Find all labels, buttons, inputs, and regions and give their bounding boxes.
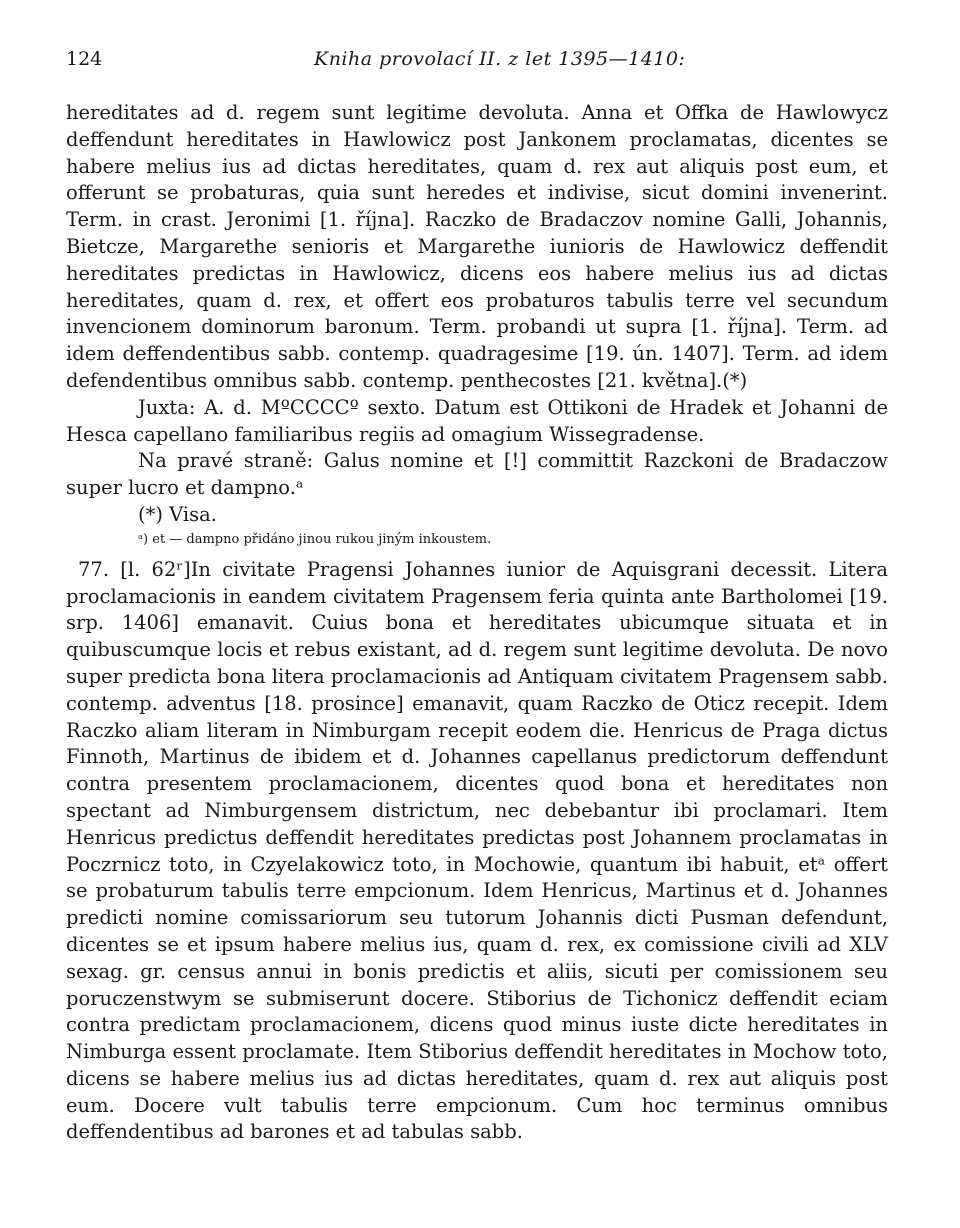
page-header	[66, 48, 888, 78]
document-page	[66, 48, 888, 1146]
visa-note: (*) Visa.	[138, 502, 217, 526]
footnote: ᵃ) et — dampno přidáno jinou rukou jiným inkoustem.	[138, 531, 492, 547]
right-side-note: Na pravé straně: Galus nomine et [!] committit Razckoni de Bradaczow super lucro et dampno.ᵃ	[66, 449, 888, 500]
page-number: 124	[66, 48, 103, 70]
juxta-note: Juxta: A. d. MºCCCCº sexto. Datum est Ottikoni de Hradek et Johanni de Hesca capellano familiaribus regiis ad omagium Wissegradense.	[66, 395, 888, 446]
entry-76-continuation	[66, 100, 888, 551]
entry-77	[66, 557, 888, 1147]
running-title: Kniha provolací II. z let 1395—1410:	[314, 48, 686, 70]
entry-77-paragraph: 77. [l. 62ʳ]In civitate Pragensi Johannes iunior de Aquisgrani decessit. Litera proclamacionis in eandem civitatem Pragensem feria quinta ante Bartholomei [19. srp. 1406] emanavit. Cuius bona et hereditates ubicumque situata et in quibuscumque locis et rebus existant, ad d. regem sunt legitime devoluta. De novo super predicta bona litera proclamacionis ad Antiquam civitatem Pragensem sabb. contemp. adventus [18. prosince] emanavit, quam Raczko de Oticz recepit. Idem Raczko aliam literam in Nimburgam recepit eodem die. Henricus de Praga dictus Finnoth, Martinus de ibidem et d. Johannes capellanus predictorum deffendunt contra presentem proclamacionem, dicentes quod bona et hereditates non spectant ad Nimburgensem districtum, nec debebantur ibi proclamari. Item Henricus predictus deffendit hereditates predictas post Johannem proclamatas in Poczrnicz toto, in Czyelakowicz toto, in Mochowie, quantum ibi habuit, etᵃ offert se probaturum tabulis terre empcionum. Idem Henricus, Martinus et d. Johannes predicti nomine comissariorum seu tutorum Johannis dicti Pusman defendunt, dicentes se et ipsum habere melius ius, quam d. rex, ex comissione civili ad XLV sexag. gr. census annui in bonis predictis et aliis, sicuti per comissionem seu poruczenstwym se submiserunt docere. Stiborius de Tichonicz deffendit eciam contra predictam proclamacionem, dicens quod minus iuste dicte hereditates in Nimburga essent proclamate. Item Stiborius deffendit hereditates in Mochow toto, dicens se habere melius ius ad dictas hereditates, quam d. rex aut aliquis post eum. Docere vult tabulis terre empcionum. Cum hoc terminus omnibus deffendentibus ad barones et ad tabulas sabb.	[66, 557, 888, 1144]
main-paragraph: hereditates ad d. regem sunt legitime devoluta. Anna et Offka de Hawlowycz deffendunt hereditates in Hawlowicz post Jankonem proclamatas, dicentes se habere melius ius ad dictas hereditates, quam d. rex aut aliquis post eum, et offerunt se probaturas, quia sunt heredes et indivise, sicut domini invenerint. Term. in crast. Jeronimi [1. října]. Raczko de Bradaczov nomine Galli, Johannis, Bietcze, Margarethe senioris et Margarethe iunioris de Hawlowicz deffendit hereditates predictas in Hawlowicz, dicens eos habere melius ius ad dictas hereditates, quam d. rex, et offert eos probaturos tabulis terre vel secundum invencionem dominorum baronum. Term. probandi ut supra [1. října]. Term. ad idem deffendentibus sabb. contemp. quadragesime [19. ún. 1407]. Term. ad idem defendentibus omnibus sabb. contemp. penthecostes [21. května].(*)	[66, 101, 888, 392]
